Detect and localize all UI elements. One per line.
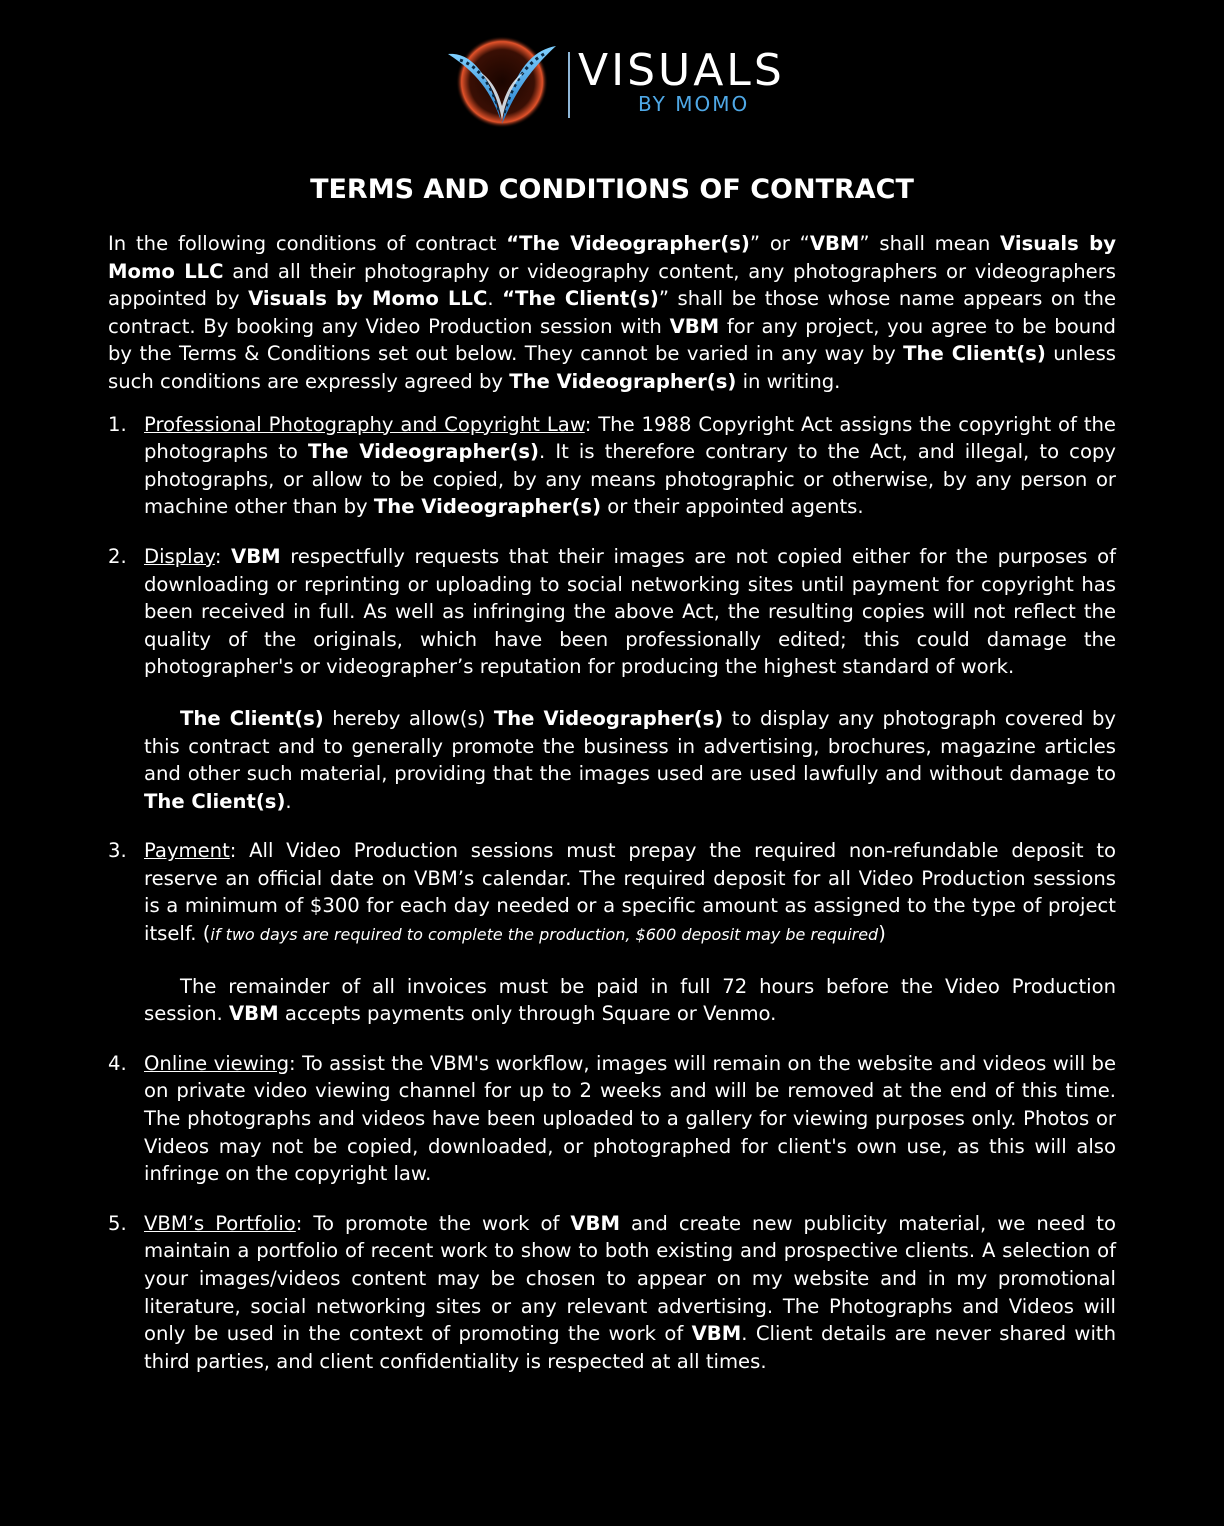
bold-term: Visuals by Momo LLC xyxy=(248,287,488,311)
term-number: 1. xyxy=(108,412,127,436)
bold-term: “The Client(s) xyxy=(502,287,659,311)
text-run: accepts payments only through Square or Venmo. xyxy=(278,1002,777,1026)
term-item xyxy=(108,837,1116,1028)
text-run: : xyxy=(214,544,232,568)
logo-wordmark: VISUALS xyxy=(578,45,785,96)
bold-term: VBM xyxy=(231,544,281,568)
bold-term: The Client(s) xyxy=(903,342,1046,366)
bold-term: VBM xyxy=(691,1322,742,1346)
bold-term: The Videographer(s) xyxy=(373,495,602,519)
section-heading: Online viewing xyxy=(144,1051,290,1075)
text-run: ” or “ xyxy=(749,232,810,255)
text-run: . xyxy=(487,287,503,311)
text-run: : To promote the work of xyxy=(295,1211,571,1235)
text-run: : To assist the VBM's workflow, images will remain on the website and videos will be on private video viewing channel for up to 2 weeks and will be removed at the end of this time. The photographs and videos have been uploaded to a gallery for viewing purposes only. Photos or Videos may not be copied, downloaded, or photographed for client's own use, as this will also infringe on the copyright law. xyxy=(144,1051,1116,1186)
term-paragraph xyxy=(144,543,1116,681)
bold-term: The Client(s) xyxy=(180,706,324,730)
section-heading: Display xyxy=(144,544,215,568)
text-run: or their appointed agents. xyxy=(601,495,864,519)
text-run: ” shall mean xyxy=(859,232,1001,255)
term-paragraph xyxy=(144,411,1116,521)
terms-list xyxy=(108,411,1116,1376)
text-run: In the following conditions of contract xyxy=(108,232,507,255)
text-run: to display any photograph covered by this contract and to generally promote the business in advertising, brochures, magazine articles and other such material, providing that the images used are used lawfully and without damage to xyxy=(144,706,1117,786)
bold-term: VBM xyxy=(570,1211,620,1235)
bold-term: “The Videographer(s) xyxy=(506,232,750,255)
term-paragraph xyxy=(144,1210,1116,1376)
term-item xyxy=(108,1210,1116,1376)
text-run: . Client details are never shared with third parties, and client confidentiality is respected at all times. xyxy=(144,1322,1116,1373)
term-number: 5. xyxy=(108,1211,127,1235)
term-paragraph xyxy=(144,837,1116,948)
film-wing-v-icon xyxy=(440,32,570,132)
page-title: TERMS AND CONDITIONS OF CONTRACT xyxy=(310,174,914,205)
text-run: and create new publicity material, we need to maintain a portfolio of recent work to show to both existing and prospective clients. A selection of your images/videos content may be chosen to appear on my website and in my promotional literature, social networking sites or any relevant advertising. The Photographs and Videos will only be used in the context of promoting the work of xyxy=(144,1211,1116,1346)
text-run: unless such conditions are expressly agreed by xyxy=(108,342,1116,393)
text-run: respectfully requests that their images are not copied either for the purposes of downloading or reprinting or uploading to social networking sites until payment for copyright has been received in full. As well as infringing the above Act, the resulting copies will not reflect the quality of the originals, which have been professionally edited; this could damage the photographer's or videographer’s reputation for producing the highest standard of work. xyxy=(144,544,1116,679)
section-heading: Professional Photography and Copyright Law xyxy=(144,412,585,436)
term-number: 2. xyxy=(108,544,127,568)
text-run: . It is therefore contrary to the Act, and illegal, to copy photographs, or allow to be copied, by any means photographic or otherwise, by any person or machine other than by xyxy=(144,440,1116,519)
term-item xyxy=(108,1050,1116,1188)
bold-term: Visuals by Momo LLC xyxy=(108,232,1116,283)
italic-note: if two days are required to complete the production, $600 deposit may be required xyxy=(210,925,879,945)
text-run: The remainder of all invoices must be paid in full 72 hours before the Video Production session. xyxy=(144,974,1116,1026)
text-run: : All Video Production sessions must prepay the required non-refundable deposit to reserve an official date on VBM’s calendar. The required deposit for all Video Production sessions is a minimum of $300 for each day needed or a specific amount as assigned to the type of project itself. ( xyxy=(144,839,1116,946)
text-run: and all their photography or videography content, any photographers or videographers appointed by xyxy=(108,259,1116,311)
text-run: : The 1988 Copyright Act assigns the copyright of the photographs to xyxy=(144,412,1116,464)
bold-term: VBM xyxy=(809,232,860,255)
bold-term: VBM xyxy=(229,1002,279,1026)
text-run: in writing. xyxy=(736,369,841,393)
logo-subtitle: BY MOMO xyxy=(638,92,750,116)
text-run: hereby allow(s) xyxy=(323,706,494,730)
term-item xyxy=(108,543,1116,815)
term-item xyxy=(108,411,1116,521)
bold-term: The Videographer(s) xyxy=(509,369,737,393)
logo-divider xyxy=(568,52,570,118)
section-heading: Payment xyxy=(144,839,230,863)
visuals-by-momo-logo xyxy=(440,32,800,132)
term-paragraph xyxy=(144,705,1116,815)
contract-body xyxy=(108,230,1116,1397)
bold-term: VBM xyxy=(669,314,720,338)
term-paragraph xyxy=(144,973,1116,1028)
text-run: ” shall be those whose name appears on the contract. By booking any Video Production session with xyxy=(108,287,1117,338)
text-run: ) xyxy=(878,922,886,946)
bold-term: The Client(s) xyxy=(144,789,286,813)
term-number: 3. xyxy=(108,839,127,863)
text-run: . xyxy=(285,789,292,813)
term-paragraph xyxy=(144,1050,1116,1188)
text-run: for any project, you agree to be bound by the Terms & Conditions set out below. They cannot be varied in any way by xyxy=(108,314,1116,366)
term-number: 4. xyxy=(108,1051,127,1075)
section-heading: VBM’s Portfolio xyxy=(144,1211,296,1235)
bold-term: The Videographer(s) xyxy=(307,440,540,464)
bold-term: The Videographer(s) xyxy=(493,706,724,730)
intro-paragraph xyxy=(108,230,1116,396)
